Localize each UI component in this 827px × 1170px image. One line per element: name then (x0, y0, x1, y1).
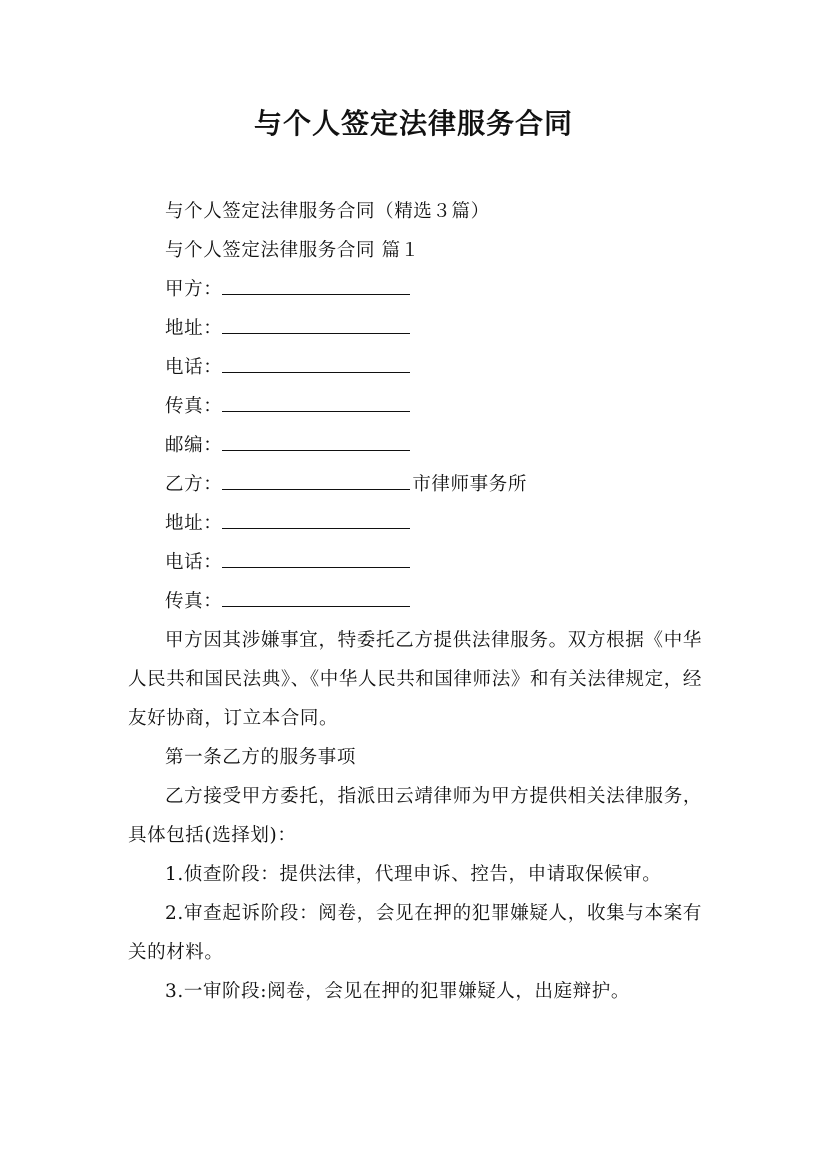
document-body (128, 192, 702, 1011)
fill-in-blank (222, 410, 410, 412)
fill-in-blank (222, 293, 410, 295)
document-subtitle: 与个人签定法律服务合同（精选３篇） (165, 201, 490, 222)
party-b-address-field (128, 504, 702, 543)
party-b-phone-field (128, 543, 702, 582)
fill-in-blank (222, 371, 410, 373)
field-suffix: 市律师事务所 (412, 474, 527, 495)
field-label: 甲方： (165, 279, 223, 300)
article-heading: 第一条乙方的服务事项 (165, 747, 357, 768)
fill-in-blank (222, 566, 410, 568)
party-b-name-field (128, 465, 702, 504)
party-a-fax-field (128, 387, 702, 426)
party-a-name-field (128, 270, 702, 309)
fill-in-blank (222, 605, 410, 607)
field-label: 地址： (165, 318, 223, 339)
party-a-phone-field (128, 348, 702, 387)
fill-in-blank (222, 488, 410, 490)
field-label: 乙方： (165, 474, 223, 495)
fill-in-blank (222, 527, 410, 529)
party-a-address-field (128, 309, 702, 348)
fill-in-blank (222, 332, 410, 334)
party-b-fax-field (128, 582, 702, 621)
field-label: 电话： (165, 552, 223, 573)
field-label: 邮编： (165, 435, 223, 456)
fill-in-blank (222, 449, 410, 451)
field-label: 地址： (165, 513, 223, 534)
document-title: 与个人签定法律服务合同 (253, 107, 573, 140)
paragraph-preamble: 甲方因其涉嫌事宜，特委托乙方提供法律服务。双方根据《中华人民共和国民法典》、《中华人民共和国律师法》和有关法律规定，经友好协商，订立本合同。 (128, 630, 702, 729)
party-a-postcode-field (128, 426, 702, 465)
list-item: 1.侦查阶段：提供法律，代理申诉、控告，申请取保候审。 (165, 864, 662, 885)
field-label: 传真： (165, 591, 223, 612)
field-label: 电话： (165, 357, 223, 378)
field-label: 传真： (165, 396, 223, 417)
paragraph-services: 乙方接受甲方委托，指派田云靖律师为甲方提供相关法律服务，具体包括(选择划)： (128, 786, 702, 846)
section-heading: 与个人签定法律服务合同 篇１ (165, 240, 420, 261)
list-item: 3.一审阶段:阅卷，会见在押的犯罪嫌疑人，出庭辩护。 (165, 981, 630, 1002)
list-item: 2.审查起诉阶段：阅卷，会见在押的犯罪嫌疑人，收集与本案有关的材料。 (128, 903, 702, 963)
